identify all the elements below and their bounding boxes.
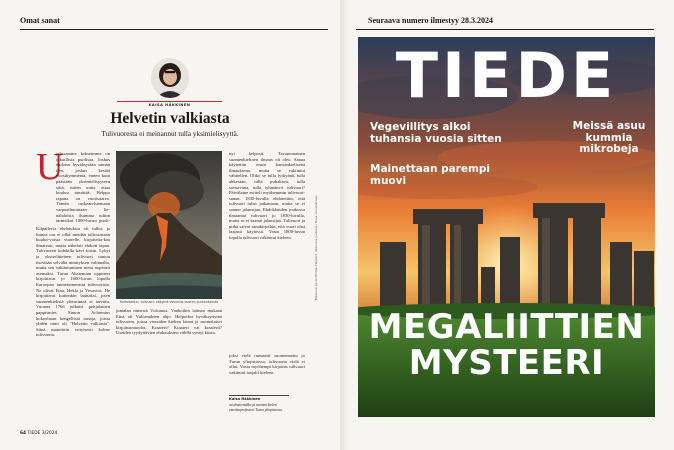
folio-magazine: TIEDE 3/2024 (27, 431, 58, 436)
next-issue-cover (358, 37, 655, 417)
byline-rule (117, 101, 222, 102)
body-column-2: jumalan nimestä Vulcanus. Vanhoihin latinan mukaan Etna oli Vulcanuksen ahjo. Helpoiksi hyväksyttyinä tulivuorta, joissa vieraiden kielten lainat ja suomalaiset kirjoitusmuodot. Kraateri? Kraateri vai kraaterit? Useiden tyydyttävien ehdotuksien välillä syntyi kiista. (116, 308, 222, 336)
running-head-right: Seuraava numero ilmestyy 28.3.2024 (368, 16, 493, 25)
body-column-3: nyt helposti. Tavanomainen suomenkielinen ilmaus oli oleo. Sanaa käytettiin ensin kansankielisenä ilmauksena, mutta se vakiintui vähitellen. Oliko se tulla fyrkyänä, tulla ahkeraan, tulla puhaltava, tulla savuavana, tulla tyhmäm-ä tulivuori? Päivälaine esitteli myöhemmin tulivuori-sanan. 1830-luvulla ehdotettiin, että tulivuori tulisi jatkamaan, mutta se ei saanut jalansijaa. Ehdokkaiden joukossa ilmaantui tulivuori jo 1830-luvulla, mutta se ei saanut jalansijaa. Tulivuori ja pitkä saivat sanakirjoihin, että vuori olisi laajasti käytössä. Vasta 1800-luvun lopulla tulivuori vakiintui kieleen. (229, 151, 305, 240)
cover-teaser-1: Vegevillitys alkoi tuhansia vuosia sitten (370, 121, 502, 145)
article-title: Helvetin valkiasta (110, 110, 230, 127)
header-rule (20, 29, 328, 30)
folio-number: 64 (20, 431, 27, 436)
page-gutter (340, 0, 348, 450)
author-rule (229, 395, 289, 396)
body-column-3-end: joksi vielä runsaasti suomennettu jo Turun yliopistossa, tulivuorta vielä ei ollut. Vasta myöhempi kirjoitus tulivuori vakiintui laajalti kieleen. (229, 353, 305, 375)
article-subtitle: Tulivuoresta ei meinannut tulla yksimielisyyttä. (101, 130, 239, 138)
cover-teaser-3: Meissä asuu kummia mikrobeja (572, 120, 646, 155)
photo-credit-left: Maalaus: Jacob Philipp Hackert, Vesuvius-purkaus / Kuva: kuvapalvelu (314, 195, 318, 300)
magazine-logo: TIEDE (395, 39, 618, 112)
right-page (348, 0, 674, 450)
author-portrait (151, 58, 189, 98)
byline: KAISA HÄKKINEN (148, 103, 191, 107)
running-head-left: Omat sanat (20, 16, 60, 25)
author-description: on akateemikko ja suomen kielen emeritaprofessori Turun yliopistossa. (229, 403, 283, 412)
page-folio (20, 431, 57, 436)
cover-teaser-2: Mainettaan parempi muovi (370, 163, 491, 187)
drop-cap: U (36, 146, 64, 188)
cover-headline: MEGALIITTIEN MYSTEERI (368, 307, 645, 383)
body-column-1: Kilpailevia ehdotuksia oli tullut, ja linnoa osa ei ollut meidän tulivuortaan kuulut-voista vuorelle, kirjoitetta-kaa ilmaissut, mutta sitkeästi ehdotti tapaa. Tulivuoren kohdalla kävi toisin. Lyhyt ja yksiselitteinen tulivuori tuntuu itsestään selvältä nimityksen valinnalta, mutta sen vakiintuminen meni nopeasti asemaksi. Turun Akatemian oppineet kirjoittivat jo 1600-luvun lopulla Euroopan tunnetuimmista tulivuorista. Ne olivat Etna, Hekla ja Vesuvius. He kirjoittivat kuitenkin latinaksi, joten suomenkielistä yleisnimeä ei tarvittu. Vuonna 1766 julkaisi pohjalainen pappismies Simon Achrenius kokoelman hengellisiä runoja, joista yhden nimi oli "Helvetin valkiasta". Siinä mainittiin erityisesti kolme tulivuorta. (36, 226, 110, 338)
header-rule-right (356, 29, 654, 30)
image-caption: Kaltaisadun, tulivuori: näkymä Vesuvius-vuoren purkauksesta (119, 300, 219, 304)
volcano-painting (116, 151, 222, 299)
body-column-1-intro: udissamme kekseimme on oikuillista puolisaa. Joskus ehdotus hyväksytään saman tien, joskus kestää vuosikymmeniä, ennen kuin päästään yksimielisyyteen siitä, miten uutta asiaa kuuluu nimittää. Helppo rapana on vuorisaarea. Tämän ruskean-harmaan varpusilmoinaan lie-nähdolsta ilsamma tulitin tarnisikai 1800-luvun puoli- (56, 151, 110, 224)
author-name: Kaisa Häkkinen (229, 397, 261, 401)
